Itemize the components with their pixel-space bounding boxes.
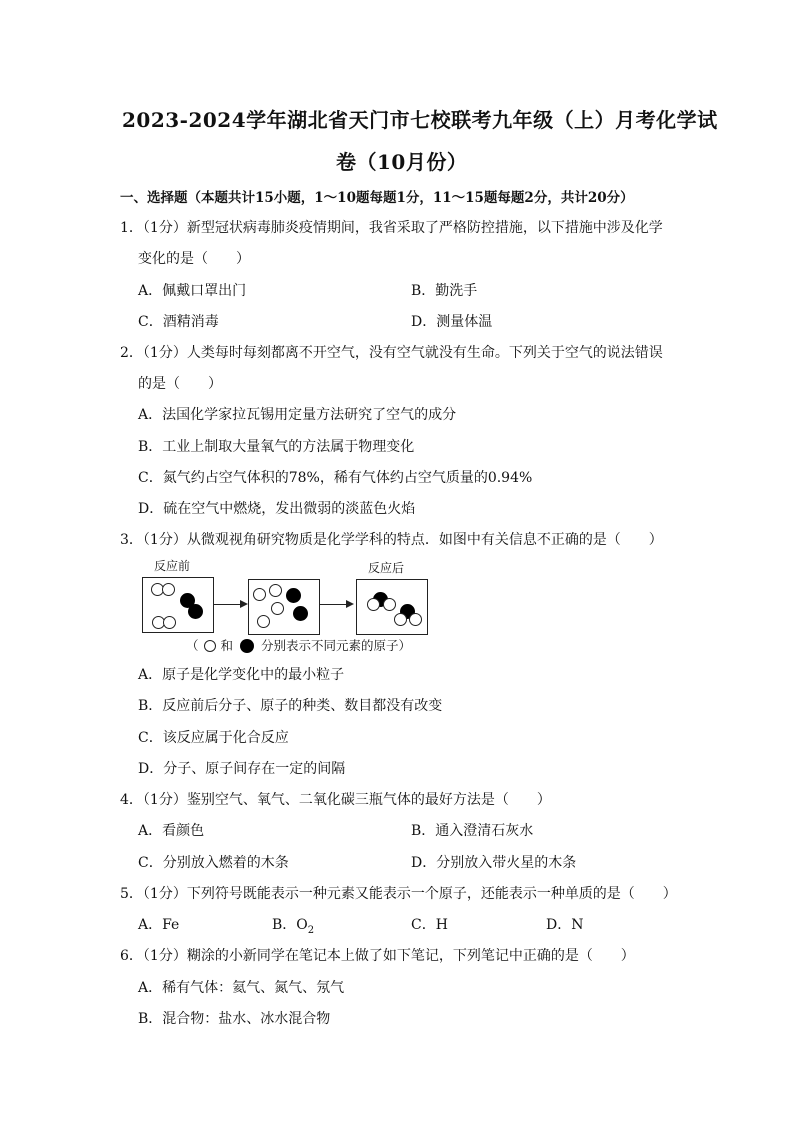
white-atom — [162, 583, 175, 596]
question-1-stem: 1．（1分）新型冠状病毒肺炎疫情期间，我省采取了严格防控措施，以下措施中涉及化学 — [120, 220, 663, 236]
white-atom — [367, 598, 380, 611]
question-3-option-b[interactable]: B．反应前后分子、原子的种类、数目都没有改变 — [138, 698, 443, 714]
black-atom — [293, 606, 308, 621]
question-2-option-b[interactable]: B．工业上制取大量氧气的方法属于物理变化 — [138, 439, 415, 455]
white-atom — [271, 602, 284, 615]
option-b-symbol: B．O — [272, 917, 308, 933]
label-after-reaction: 反应后 — [368, 561, 405, 575]
question-5-option-a[interactable]: A．Fe — [138, 917, 180, 933]
question-6-option-b[interactable]: B．混合物：盐水、冰水混合物 — [138, 1011, 331, 1027]
question-1-option-c[interactable]: C．酒精消毒 — [138, 314, 219, 330]
label-before-reaction: 反应前 — [154, 559, 191, 573]
question-5-option-b[interactable] — [272, 914, 314, 936]
question-6-option-a[interactable]: A．稀有气体：氦气、氮气、氖气 — [138, 980, 345, 996]
white-atom — [383, 598, 396, 611]
page-title-line2: 卷（10月份） — [336, 150, 468, 174]
legend-open-paren: （ — [186, 638, 199, 653]
legend-and: 和 — [220, 638, 233, 653]
question-2-option-a[interactable]: A．法国化学家拉瓦锡用定量方法研究了空气的成分 — [138, 407, 457, 423]
question-2-stem-cont: 的是（ ） — [138, 376, 222, 392]
legend-white-atom — [204, 640, 216, 652]
question-4-option-c[interactable]: C．分别放入燃着的木条 — [138, 855, 289, 871]
question-1-option-b[interactable]: B．勤洗手 — [411, 283, 478, 299]
before-reaction-box — [142, 577, 214, 633]
question-4-option-a[interactable]: A．看颜色 — [138, 823, 205, 839]
question-6-stem: 6．（1分）糊涂的小新同学在笔记本上做了如下笔记，下列笔记中正确的是（ ） — [120, 948, 635, 964]
white-atom — [257, 615, 270, 628]
legend-text: 分别表示不同元素的原子） — [260, 638, 411, 653]
arrow-1 — [214, 604, 246, 605]
question-5-option-c[interactable]: C．H — [411, 917, 448, 933]
question-2-stem: 2．（1分）人类每时每刻都离不开空气，没有空气就没有生命。下列关于空气的说法错误 — [120, 345, 663, 361]
figure-legend — [186, 636, 411, 654]
question-2-option-d[interactable]: D．硫在空气中燃烧，发出微弱的淡蓝色火焰 — [138, 501, 416, 517]
option-b-subscript: 2 — [307, 924, 315, 936]
question-5-option-d[interactable]: D．N — [546, 917, 584, 933]
white-atom — [394, 613, 407, 626]
question-1-option-d[interactable]: D．测量体温 — [411, 314, 493, 330]
page-title-line1: 2023-2024学年湖北省天门市七校联考九年级（上）月考化学试 — [122, 108, 718, 132]
white-atom — [253, 588, 266, 601]
question-1-option-a[interactable]: A．佩戴口罩出门 — [138, 283, 247, 299]
question-4-option-d[interactable]: D．分别放入带火星的木条 — [411, 855, 577, 871]
question-3-option-a[interactable]: A．原子是化学变化中的最小粒子 — [138, 667, 345, 683]
question-2-option-c[interactable]: C．氮气约占空气体积的78%，稀有气体约占空气质量的0.94% — [138, 470, 533, 486]
question-3-option-d[interactable]: D．分子、原子间存在一定的间隔 — [138, 761, 346, 777]
black-atom — [286, 588, 301, 603]
arrow-2 — [320, 604, 352, 605]
question-3-option-c[interactable]: C．该反应属于化合反应 — [138, 730, 289, 746]
after-reaction-box — [356, 579, 428, 635]
white-atom — [409, 613, 422, 626]
question-4-stem: 4．（1分）鉴别空气、氧气、二氧化碳三瓶气体的最好方法是（ ） — [120, 792, 551, 808]
question-3-stem: 3．（1分）从微观视角研究物质是化学学科的特点．如图中有关信息不正确的是（ ） — [120, 532, 663, 548]
question-4-option-b[interactable]: B．通入澄清石灰水 — [411, 823, 534, 839]
question-1-stem-cont: 变化的是（ ） — [138, 251, 250, 267]
question-5-stem: 5．（1分）下列符号既能表示一种元素又能表示一个原子，还能表示一种单质的是（ ） — [120, 886, 677, 902]
legend-black-atom — [240, 639, 254, 653]
intermediate-box — [248, 579, 320, 635]
section-header: 一、选择题（本题共计15小题，1～10题每题1分，11～15题每题2分，共计20分） — [120, 190, 634, 206]
white-atom — [163, 616, 176, 629]
black-atom — [188, 604, 203, 619]
white-atom — [269, 584, 282, 597]
